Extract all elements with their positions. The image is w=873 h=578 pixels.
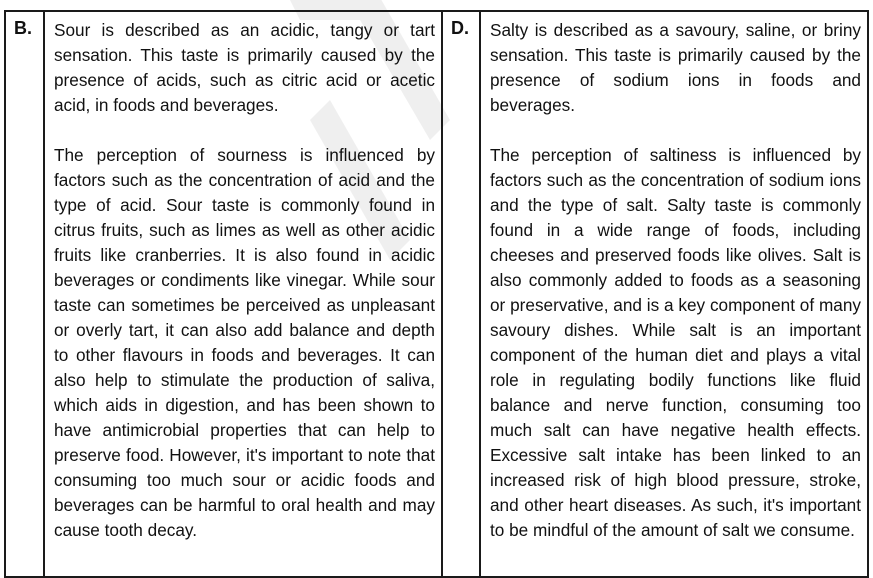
section-label: D.	[451, 18, 469, 38]
label-cell-sour	[5, 11, 44, 577]
paragraph: Salty is described as a savoury, saline, or briny sensation. This taste is primarily caused by the presence of sodium ions in foods and beverages.	[490, 20, 861, 115]
section-text-salty	[481, 12, 867, 543]
paragraph: Sour is described as an acidic, tangy or tart sensation. This taste is primarily caused by the presence of acids, such as citric acid or acetic acid, in foods and beverages.	[54, 20, 435, 115]
paragraph: The perception of sourness is influenced by factors such as the concentration of acid and the type of acid. Sour taste is commonly found in citrus fruits, such as limes as well as other acidic fruits like cranberries. It is also found in acidic beverages or condiments like vinegar. While sour taste can sometimes be perceived as unpleasant or overly tart, it can also add balance and depth to other flavours in foods and beverages. It can also help to stimulate the production of saliva, which aids in digestion, and has been shown to have antimicrobial properties that can help to preserve food. However, it's important to note that consuming too much sour or acidic foods and beverages can be harmful to oral health and may cause tooth decay.	[54, 145, 435, 540]
label-cell-salty	[442, 11, 480, 577]
paragraph: The perception of saltiness is influenced by factors such as the concentration of sodium ions and the type of salt. Salty taste is commonly found in a wide range of foods, including cheeses and preserved foods like olives. Salt is also commonly added to foods as a seasoning or preservative, and is a key component of many savoury dishes. While salt is an important component of the human diet and plays a vital role in regulating bodily functions like fluid balance and nerve function, consuming too much salt can have negative health effects. Excessive salt intake has been linked to an increased risk of high blood pressure, stroke, and other heart diseases. As such, it's important to be mindful of the amount of salt we consume.	[490, 145, 861, 540]
text-cell-salty	[480, 11, 868, 577]
text-cell-sour	[44, 11, 442, 577]
table-row	[5, 11, 868, 577]
taste-table	[4, 10, 869, 578]
section-label: B.	[14, 18, 32, 38]
section-text-sour	[45, 12, 441, 543]
